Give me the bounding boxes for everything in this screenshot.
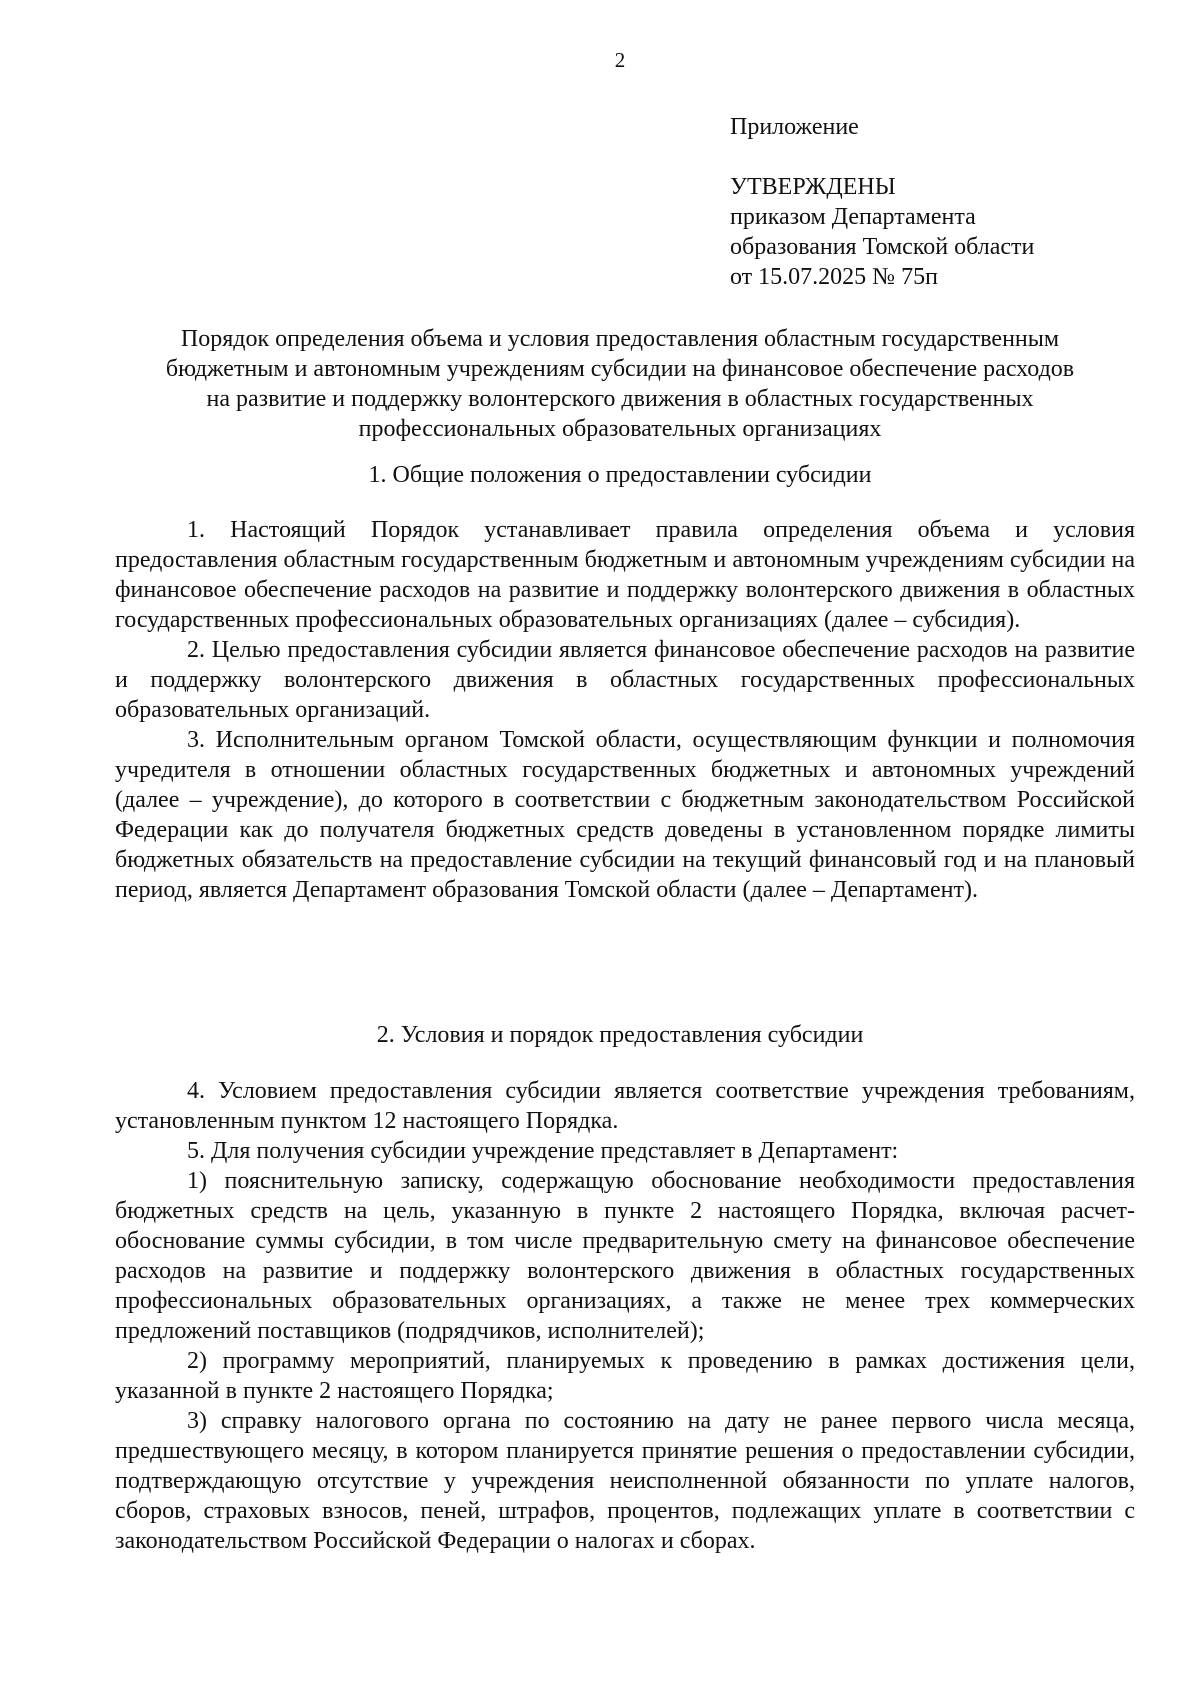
approval-stamp-title: УТВЕРЖДЕНЫ bbox=[730, 174, 896, 200]
document-title bbox=[100, 324, 1140, 444]
paragraph-4: 4. Условием предоставления субсидии является соответствие учреждения требованиям, установленным пунктом 12 настоящего Порядка. bbox=[115, 1078, 1135, 1134]
title-line: на развитие и поддержку волонтерского движения в областных государственных bbox=[206, 386, 1034, 412]
title-line: профессиональных образовательных организациях bbox=[358, 416, 882, 442]
section-heading-2: 2. Условия и порядок предоставления субсидии bbox=[376, 1022, 864, 1048]
page-number: 2 bbox=[614, 48, 626, 72]
title-line: бюджетным и автономным учреждениям субсидии на финансовое обеспечение расходов bbox=[165, 356, 1075, 382]
appendix-label: Приложение bbox=[730, 114, 859, 140]
approval-order-date: от 15.07.2025 № 75п bbox=[730, 264, 938, 290]
list-item-1: 1) пояснительную записку, содержащую обоснование необходимости предоставления бюджетных средств на цель, указанную в пункте 2 настоящего Порядка, включая расчет-обоснование суммы субсидии, в том числе предварительную смету на финансовое обеспечение расходов на развитие и поддержку волонтерского движения в областных государственных профессиональных образовательных организациях, а также не менее трех коммерческих предложений поставщиков (подрядчиков, исполнителей); bbox=[115, 1168, 1135, 1344]
list-item-3: 3) справку налогового органа по состоянию на дату не ранее первого числа месяца, предшествующего месяцу, в котором планируется принятие решения о предоставлении субсидии, подтверждающую отсутствие у учреждения неисполненной обязанности по уплате налогов, сборов, страховых взносов, пеней, штрафов, процентов, подлежащих уплате в соответствии с законодательством Российской Федерации о налогах и сборах. bbox=[115, 1408, 1135, 1554]
paragraph-3: 3. Исполнительным органом Томской области, осуществляющим функции и полномочия учредителя в отношении областных государственных бюджетных и автономных учреждений (далее – учреждение), до которого в соответствии с бюджетным законодательством Российской Федерации как до получателя бюджетных средств доведены в установленном порядке лимиты бюджетных обязательств на предоставление субсидии на текущий финансовый год и на плановый период, является Департамент образования Томской области (далее – Департамент). bbox=[115, 727, 1135, 903]
paragraph-5: 5. Для получения субсидии учреждение представляет в Департамент: bbox=[187, 1138, 899, 1164]
approval-line: образования Томской области bbox=[730, 234, 1035, 260]
paragraph-1: 1. Настоящий Порядок устанавливает правила определения объема и условия предоставления областным государственным бюджетным и автономным учреждениям субсидии на финансовое обеспечение расходов на развитие и поддержку волонтерского движения в областных государственных профессиональных образовательных организациях (далее – субсидия). bbox=[115, 517, 1135, 633]
approval-block bbox=[730, 112, 1034, 292]
paragraph-2: 2. Целью предоставления субсидии является финансовое обеспечение расходов на развитие и поддержку волонтерского движения в областных государственных профессиональных образовательных организаций. bbox=[115, 637, 1135, 723]
section-1-body bbox=[115, 515, 1135, 905]
list-item-2: 2) программу мероприятий, планируемых к проведению в рамках достижения цели, указанной в пункте 2 настоящего Порядка; bbox=[115, 1348, 1135, 1404]
section-2-body bbox=[115, 1076, 1135, 1556]
approval-line: приказом Департамента bbox=[730, 204, 976, 230]
title-line: Порядок определения объема и условия предоставления областным государственным bbox=[180, 326, 1060, 352]
section-heading-1: 1. Общие положения о предоставлении субсидии bbox=[368, 462, 872, 488]
